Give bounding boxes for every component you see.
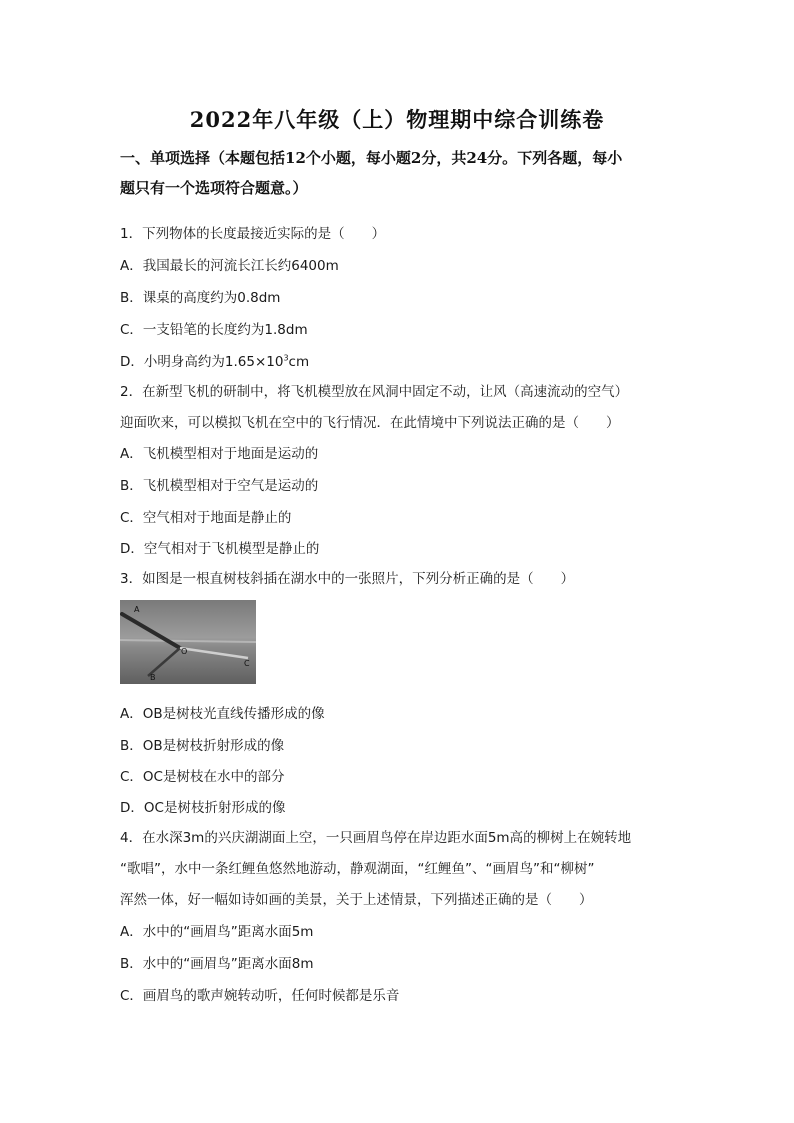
label-b: B (150, 673, 156, 682)
q1-option-a: A．我国最长的河流长江长约6400m (120, 258, 339, 274)
label-c: C (244, 659, 250, 668)
page-title: 2022年八年级（上）物理期中综合训练卷 (189, 107, 605, 132)
q1-option-d-exponent: 3 (283, 353, 289, 363)
q1-option-c: C．一支铅笔的长度约为1.8dm (120, 322, 308, 338)
q2-stem-line-2: 迎面吹来，可以模拟飞机在空中的飞行情况．在此情境中下列说法正确的是（ ） (120, 415, 620, 431)
q2-option-c: C．空气相对于地面是静止的 (120, 510, 292, 526)
q3-option-b: B．OB是树枝折射形成的像 (120, 738, 285, 754)
q1-option-d-text: D．小明身高约为1.65×10 (120, 354, 284, 370)
q3-branch-photo (120, 600, 256, 684)
section-heading-line-1: 一、单项选择（本题包括12个小题，每小题2分，共24分。下列各题，每小 (120, 149, 623, 167)
q1-option-d (120, 350, 309, 370)
q4-stem-line-1: 4．在水深3m的兴庆湖湖面上空，一只画眉鸟停在岸边距水面5m高的柳树上在婉转地 (120, 830, 632, 846)
q4-stem-line-3: 浑然一体，好一幅如诗如画的美景，关于上述情景，下列描述正确的是（ ） (120, 892, 593, 908)
q3-option-a: A．OB是树枝光直线传播形成的像 (120, 706, 325, 722)
q2-option-b: B．飞机模型相对于空气是运动的 (120, 478, 319, 494)
section-heading-line-2: 题只有一个选项符合题意。） (120, 179, 308, 197)
q3-option-d: D．OC是树枝折射形成的像 (120, 800, 286, 816)
q1-stem: 1．下列物体的长度最接近实际的是（ ） (120, 226, 386, 242)
label-a: A (134, 605, 140, 614)
q2-option-a: A．飞机模型相对于地面是运动的 (120, 446, 319, 462)
q1-option-d-unit: cm (288, 354, 310, 370)
q2-option-d: D．空气相对于飞机模型是静止的 (120, 541, 320, 557)
q4-option-c: C．画眉鸟的歌声婉转动听，任何时候都是乐音 (120, 988, 400, 1004)
q3-branch-photo-svg (120, 600, 256, 684)
q4-stem-line-2: “歌唱”，水中一条红鲤鱼悠然地游动，静观湖面，“红鲤鱼”、“画眉鸟”和“柳树” (120, 861, 595, 877)
q3-option-c: C．OC是树枝在水中的部分 (120, 769, 285, 785)
section-heading (120, 143, 680, 203)
q3-stem: 3．如图是一根直树枝斜插在湖水中的一张照片，下列分析正确的是（ ） (120, 571, 575, 587)
q1-option-b: B．课桌的高度约为0.8dm (120, 290, 281, 306)
q4-option-a: A．水中的“画眉鸟”距离水面5m (120, 924, 314, 940)
q2-stem-line-1: 2．在新型飞机的研制中，将飞机模型放在风洞中固定不动，让风（高速流动的空气） (120, 384, 629, 400)
q4-option-b: B．水中的“画眉鸟”距离水面8m (120, 956, 314, 972)
label-o: O (181, 647, 188, 656)
